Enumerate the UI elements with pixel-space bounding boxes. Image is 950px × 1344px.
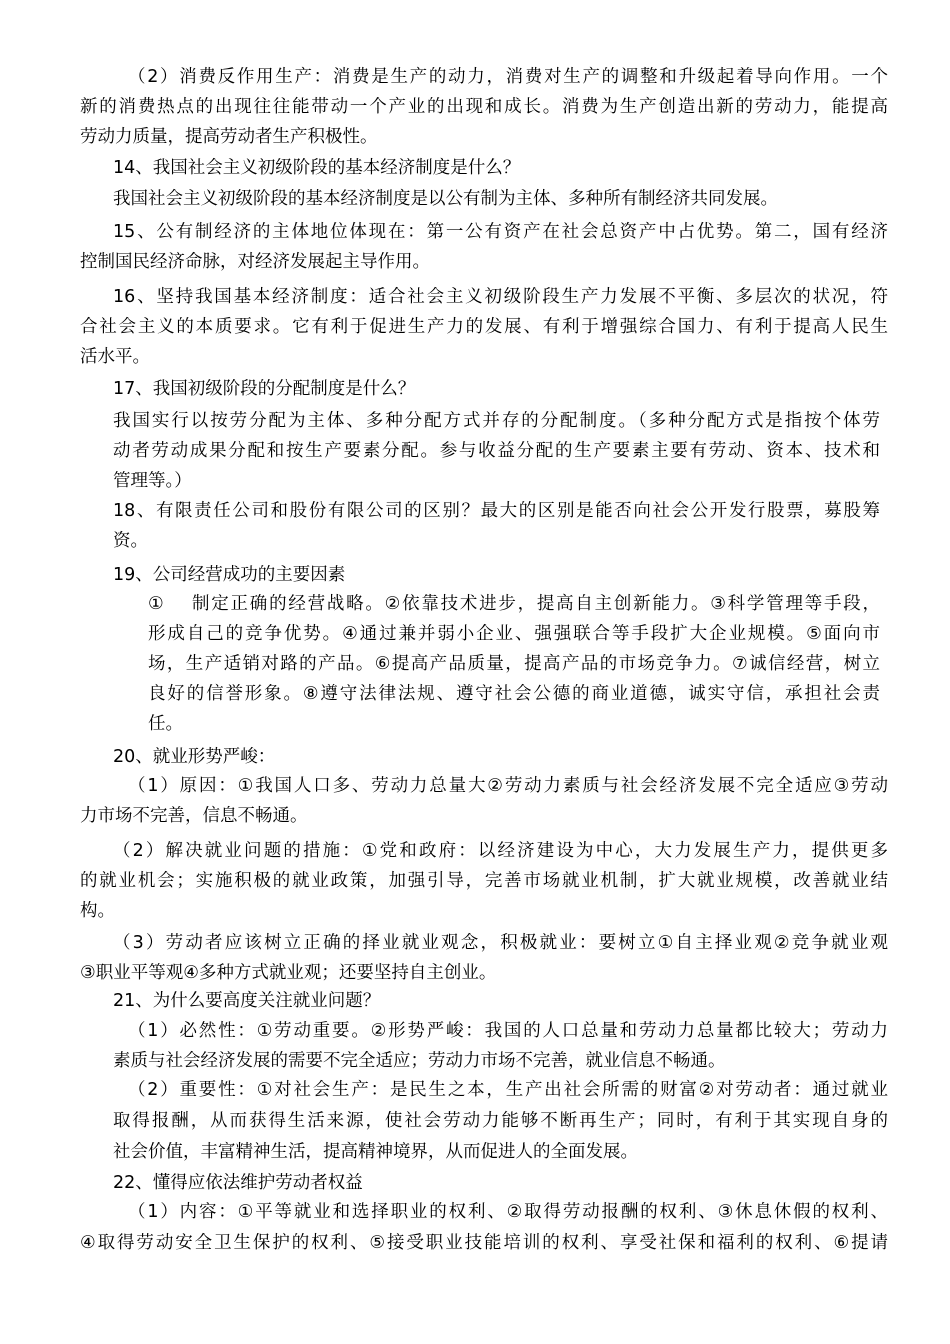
text-line: 21、为什么要高度关注就业问题？ xyxy=(113,991,381,1011)
text-line: 18、有限责任公司和股份有限公司的区别？最大的区别是能否向社会公开发行股票，募股筹 xyxy=(113,501,880,521)
text-line: 16、坚持我国基本经济制度：适合社会主义初级阶段生产力发展不平衡、多层次的状况，符 xyxy=(113,287,888,307)
text-line: 活水平。 xyxy=(80,347,150,367)
text-line: ④取得劳动安全卫生保护的权利、⑤接受职业技能培训的权利、享受社保和福利的权利、⑥提请 xyxy=(80,1233,888,1253)
text-line: 控制国民经济命脉，对经济发展起主导作用。 xyxy=(80,252,430,272)
text-line: 20、就业形势严峻： xyxy=(113,747,276,767)
text-line: 15、公有制经济的主体地位体现在：第一公有资产在社会总资产中占优势。第二，国有经济 xyxy=(113,222,888,242)
text-line: （1）内容：①平等就业和选择职业的权利、②取得劳动报酬的权利、③休息休假的权利、 xyxy=(128,1202,888,1222)
text-line: 资。 xyxy=(113,531,148,551)
text-line: 任。 xyxy=(148,714,183,734)
text-line: 我国社会主义初级阶段的基本经济制度是以公有制为主体、多种所有制经济共同发展。 xyxy=(113,189,778,209)
text-line: 22、懂得应依法维护劳动者权益 xyxy=(113,1173,363,1193)
text-line: 构。 xyxy=(80,901,115,921)
text-line: ① 制定正确的经营战略。②依靠技术进步，提高自主创新能力。③科学管理等手段， xyxy=(148,594,880,614)
text-line: ③职业平等观④多种方式就业观；还要坚持自主创业。 xyxy=(80,963,497,983)
text-line: 良好的信誉形象。⑧遵守法律法规、遵守社会公德的商业道德，诚实守信，承担社会责 xyxy=(148,684,880,704)
text-line: （2）解决就业问题的措施：①党和政府：以经济建设为中心，大力发展生产力，提供更多 xyxy=(113,841,888,861)
text-line: 场，生产适销对路的产品。⑥提高产品质量，提高产品的市场竞争力。⑦诚信经营，树立 xyxy=(148,654,880,674)
text-line: 素质与社会经济发展的需要不完全适应；劳动力市场不完善，就业信息不畅通。 xyxy=(113,1051,726,1071)
text-line: 劳动力质量，提高劳动者生产积极性。 xyxy=(80,127,378,147)
text-line: 我国实行以按劳分配为主体、多种分配方式并存的分配制度。（多种分配方式是指按个体劳 xyxy=(113,411,880,431)
text-line: 管理等。） xyxy=(113,471,192,491)
text-line: （1）原因：①我国人口多、劳动力总量大②劳动力素质与社会经济发展不完全适应③劳动 xyxy=(128,776,888,796)
text-line: 合社会主义的本质要求。它有利于促进生产力的发展、有利于增强综合国力、有利于提高人民生 xyxy=(80,317,888,337)
text-line: 动者劳动成果分配和按生产要素分配。参与收益分配的生产要素主要有劳动、资本、技术和 xyxy=(113,441,880,461)
text-line: （2）重要性：①对社会生产：是民生之本，生产出社会所需的财富②对劳动者：通过就业 xyxy=(128,1080,888,1100)
text-line: 新的消费热点的出现往往能带动一个产业的出现和成长。消费为生产创造出新的劳动力，能提高 xyxy=(80,97,888,117)
text-line: 力市场不完善，信息不畅通。 xyxy=(80,806,308,826)
text-line: 的就业机会；实施积极的就业政策，加强引导，完善市场就业机制，扩大就业规模，改善就业结 xyxy=(80,871,888,891)
text-line: 取得报酬，从而获得生活来源，使社会劳动力能够不断再生产；同时，有利于其实现自身的 xyxy=(113,1111,888,1131)
text-line: （2）消费反作用生产：消费是生产的动力，消费对生产的调整和升级起着导向作用。一个 xyxy=(128,67,888,87)
text-line: 社会价值，丰富精神生活，提高精神境界，从而促进人的全面发展。 xyxy=(113,1142,638,1162)
text-line: 19、公司经营成功的主要因素 xyxy=(113,565,346,585)
text-line: （1）必然性：①劳动重要。②形势严峻：我国的人口总量和劳动力总量都比较大；劳动力 xyxy=(128,1021,888,1041)
text-line: 17、我国初级阶段的分配制度是什么？ xyxy=(113,379,416,399)
text-line: 14、我国社会主义初级阶段的基本经济制度是什么？ xyxy=(113,158,521,178)
text-line: （3）劳动者应该树立正确的择业就业观念，积极就业：要树立①自主择业观②竞争就业观 xyxy=(113,933,888,953)
text-line: 形成自己的竞争优势。④通过兼并弱小企业、强强联合等手段扩大企业规模。⑤面向市 xyxy=(148,624,880,644)
